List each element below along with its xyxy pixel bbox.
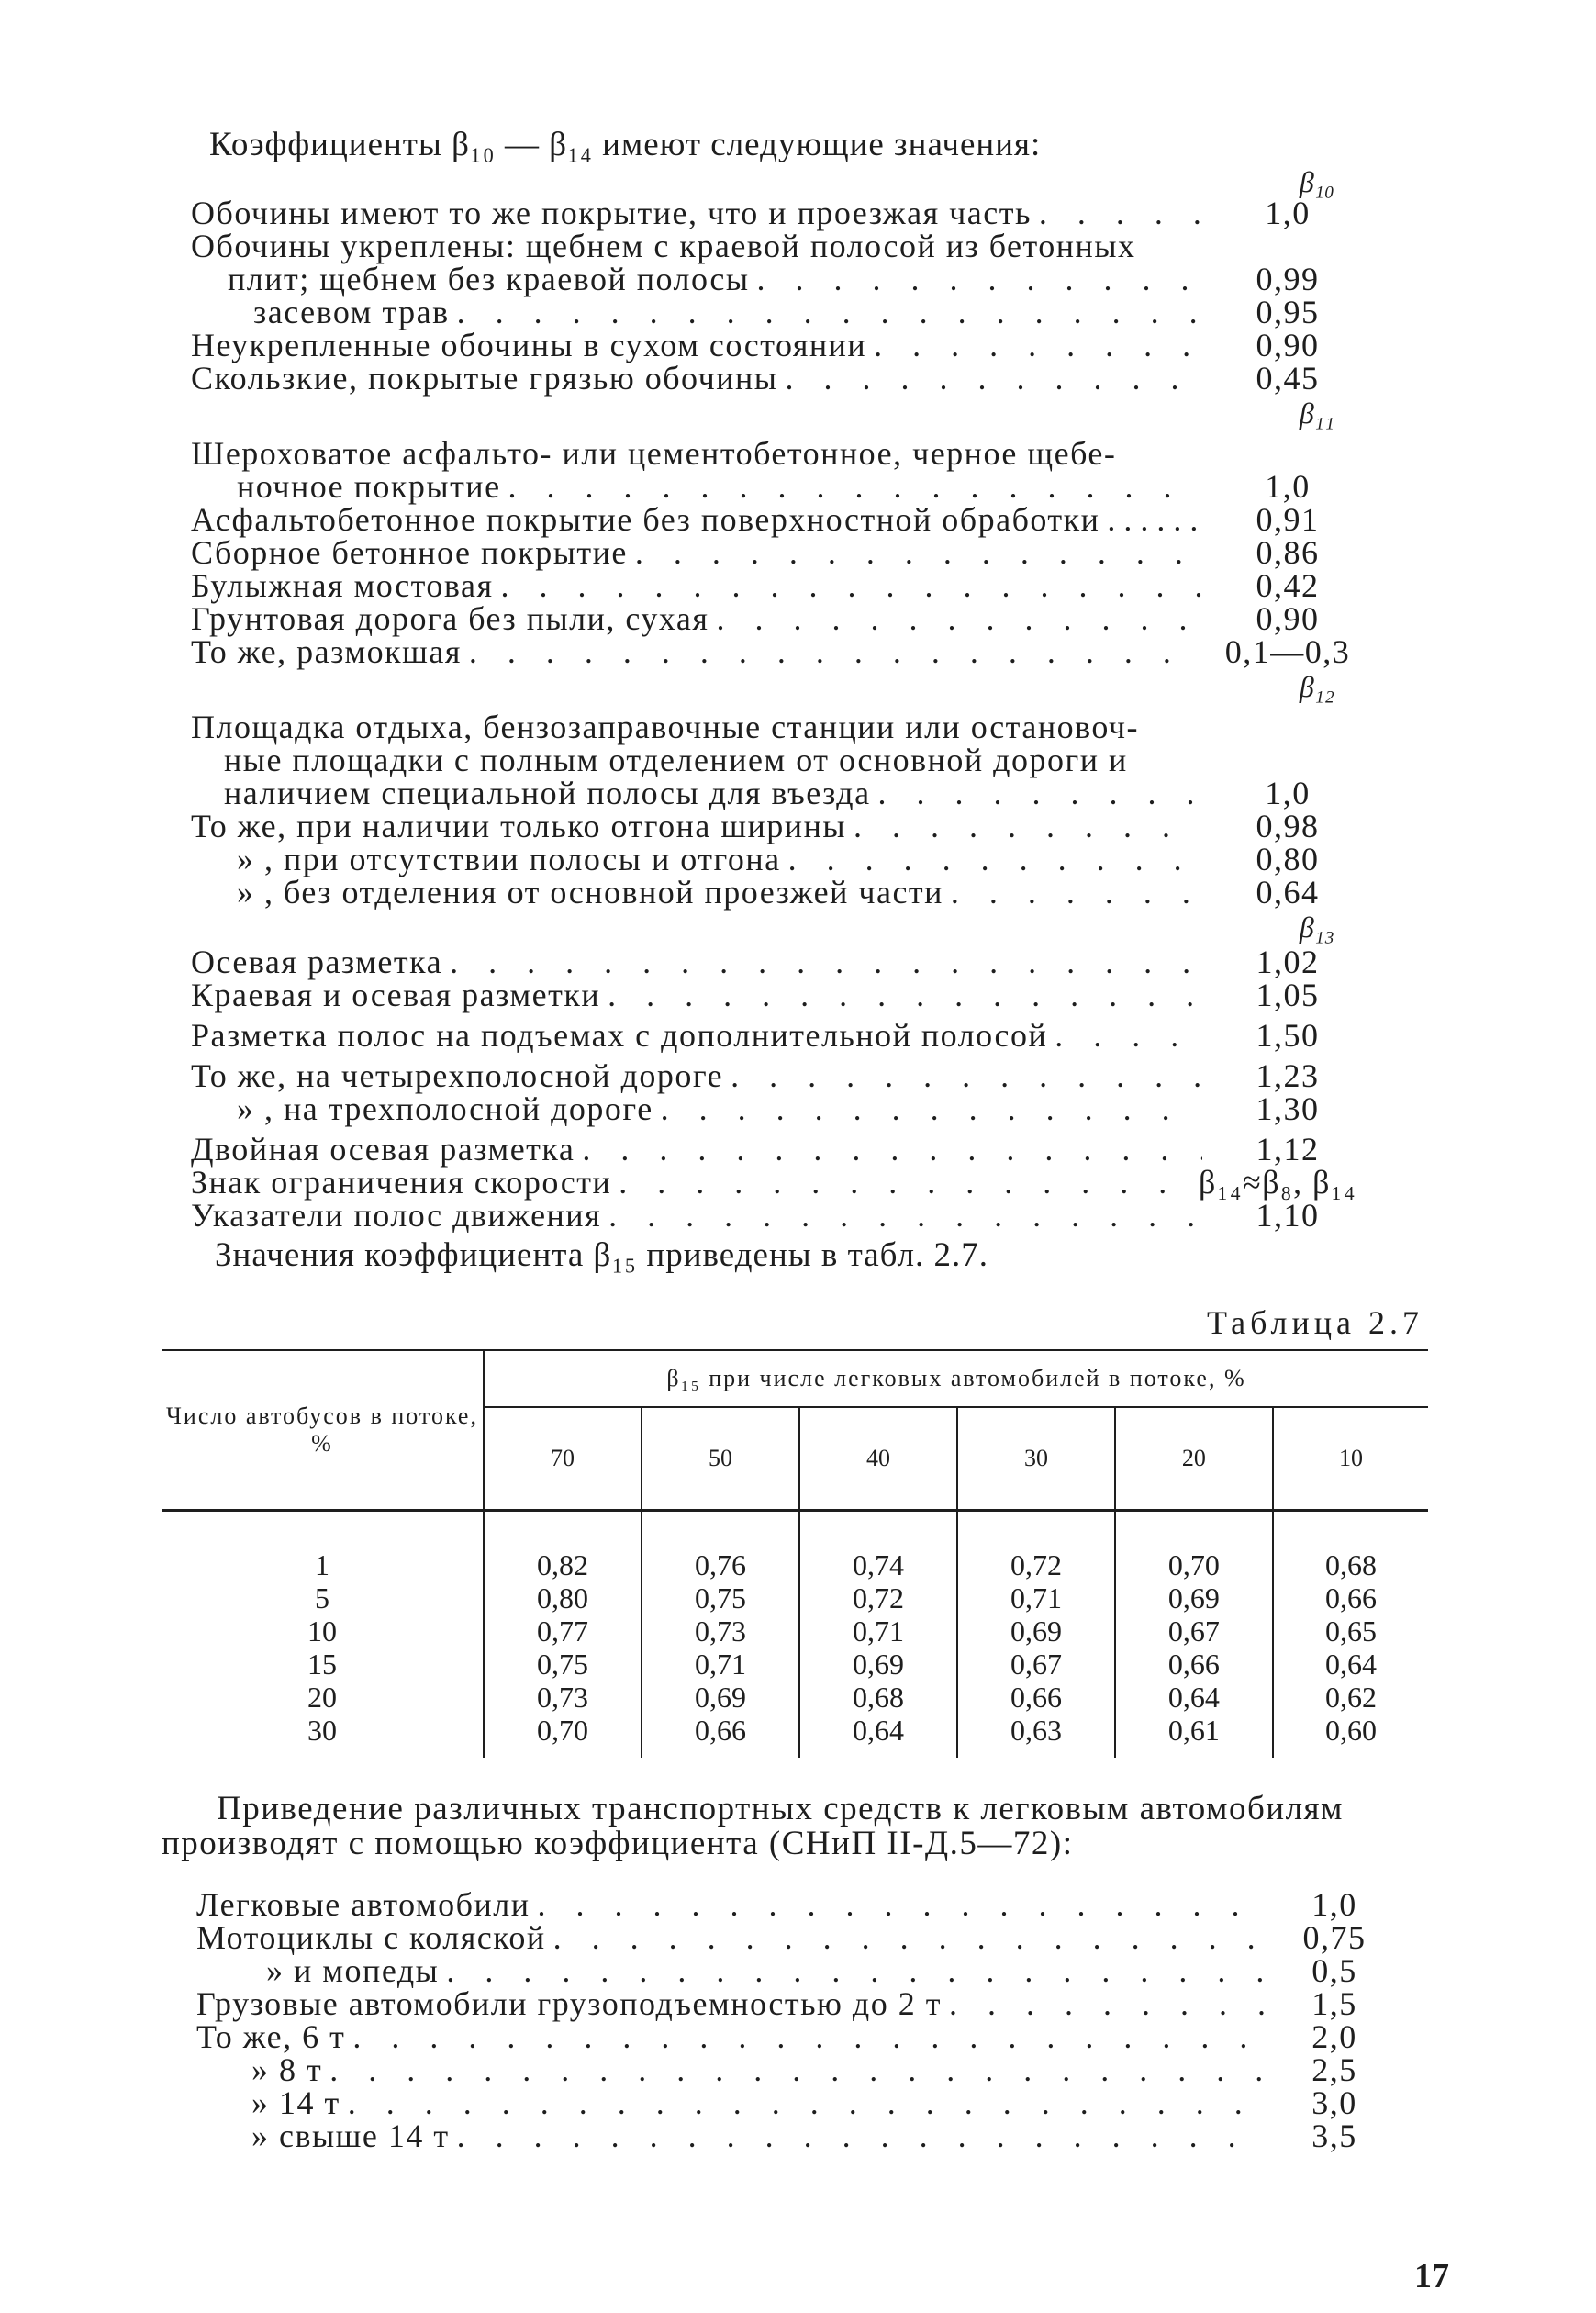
table-cell: 0,75	[484, 1648, 642, 1681]
bus-share-cell: 5	[315, 1581, 329, 1615]
bus-share-cell: 1	[315, 1548, 329, 1581]
coef-value: 1,0	[1265, 775, 1311, 811]
table-cell: 0,82	[484, 1548, 642, 1581]
coef-row: ные площадки с полным отделением от основной дороги и	[224, 742, 1128, 778]
coef-value: 1,0	[1265, 468, 1311, 505]
table-row	[162, 1648, 1428, 1681]
coef-value: 0,86	[1256, 534, 1320, 571]
coef-row: » , при отсутствии полосы и отгона . . . 0,80	[191, 843, 1356, 876]
coef-row: засевом трав . . . 0,95	[191, 296, 1356, 329]
coef-row: То же, размокшая . . . 0,1—0,3	[191, 635, 1356, 668]
table-cell: 0,66	[957, 1681, 1115, 1714]
table-cell: 0,66	[1115, 1648, 1273, 1681]
table-cell: 0,64	[799, 1714, 957, 1758]
coef-row: Сборное бетонное покрытие . . . 0,86	[191, 536, 1356, 569]
table-cell: 0,69	[642, 1681, 799, 1714]
coef-row: Грунтовая дорога без пыли, сухая . . . 0,90	[191, 602, 1356, 635]
table-reference-text: Значения коэффициента β₁₅ приведены в табл. 2.7.	[215, 1236, 988, 1274]
table-cell: 0,66	[642, 1714, 799, 1758]
coef-value: 1,23	[1256, 1057, 1320, 1094]
table-cell: 0,68	[799, 1681, 957, 1714]
coef-row: Обочины укреплены: щебнем с краевой полосой из бетонных	[191, 228, 1136, 264]
table-cell: 0,73	[484, 1681, 642, 1714]
span-header: β₁₅ при числе легковых автомобилей в потоке, %	[484, 1350, 1428, 1407]
column-header: 30	[957, 1407, 1115, 1511]
column-header: 10	[1273, 1407, 1428, 1511]
beta-heading: β₁₀	[1299, 165, 1334, 198]
table-cell: 0,65	[1273, 1615, 1428, 1648]
coef-row: ночное покрытие . . . 1,0	[191, 470, 1356, 503]
coef-row: плит; щебнем без краевой полосы . . . 0,99	[191, 263, 1356, 296]
table-cell: 0,73	[642, 1615, 799, 1648]
table-row	[162, 1615, 1428, 1648]
coef-row: Знак ограничения скорости . . . β₁₄≈β₈, β₁₄	[191, 1166, 1356, 1199]
coef-row: » , на трехполосной дороге . . . 1,30	[191, 1092, 1356, 1125]
table-cell: 0,64	[1115, 1681, 1273, 1714]
table-row	[162, 1581, 1428, 1615]
conversion-row: Мотоциклы с коляской . . . 0,75	[196, 1921, 1385, 1954]
table-cell: 0,60	[1273, 1714, 1428, 1758]
table-cell: 0,62	[1273, 1681, 1428, 1714]
coef-value: 1,30	[1256, 1090, 1320, 1127]
table-cell: 0,71	[642, 1648, 799, 1681]
bus-share-cell: 10	[307, 1615, 337, 1648]
conversion-value: 3,0	[1311, 2084, 1357, 2121]
conversion-row: » 8 т . . . 2,5	[196, 2053, 1385, 2086]
table-row	[162, 1681, 1428, 1714]
coef-value: 1,0	[1265, 195, 1311, 231]
group-beta13	[191, 909, 1356, 1232]
coef-value: β₁₄≈β₈, β₁₄	[1199, 1164, 1356, 1201]
table-cell: 0,67	[957, 1648, 1115, 1681]
column-header: 20	[1115, 1407, 1273, 1511]
page-number: 17	[1414, 2257, 1449, 2296]
table-row	[162, 1548, 1428, 1581]
conversion-row: Грузовые автомобили грузоподъемностью до 2 т . . . 1,5	[196, 1987, 1385, 2020]
conversion-row: » 14 т . . . 3,0	[196, 2086, 1385, 2119]
coef-row: Осевая разметка . . . 1,02	[191, 945, 1356, 978]
coef-row: Неукрепленные обочины в сухом состоянии . . . 0,90	[191, 329, 1356, 362]
column-header: 70	[484, 1407, 642, 1511]
coef-row: Обочины имеют то же покрытие, что и проезжая часть . . . 1,0	[191, 196, 1356, 229]
coef-row: наличием специальной полосы для въезда . . . 1,0	[191, 777, 1356, 810]
row-header: Число автобусов в потоке, %	[162, 1350, 484, 1511]
coef-value: 0,98	[1256, 808, 1320, 844]
coef-value: 0,90	[1256, 600, 1320, 637]
table-cell: 0,74	[799, 1548, 957, 1581]
bus-share-cell: 30	[307, 1714, 337, 1747]
table-cell: 0,80	[484, 1581, 642, 1615]
conversion-row: » свыше 14 т . . . 3,5	[196, 2119, 1385, 2152]
coef-row: Скользкие, покрытые грязью обочины . . . 0,45	[191, 362, 1356, 395]
table-cell: 0,72	[957, 1548, 1115, 1581]
intro-text: Коэффициенты β₁₀ — β₁₄ имеют следующие значения:	[209, 126, 1042, 163]
beta-heading: β₁₃	[1299, 911, 1334, 944]
conversion-paragraph: Приведение различных транспортных средств к легковым автомобилям производят с помощью коэффициента (СНиП II-Д.5—72):	[162, 1790, 1344, 1862]
coef-value: 1,02	[1256, 944, 1320, 980]
conversion-value: 0,75	[1302, 1919, 1367, 1956]
beta-heading: β₁₂	[1299, 670, 1334, 703]
coef-value: 0,95	[1256, 294, 1320, 330]
column-header: 40	[799, 1407, 957, 1511]
coefficient-list	[191, 163, 1356, 1232]
conversion-value: 3,5	[1311, 2117, 1357, 2154]
coef-value: 0,42	[1256, 567, 1320, 604]
conversion-value: 0,5	[1311, 1952, 1357, 1989]
coef-value: 0,1—0,3	[1224, 633, 1351, 670]
coef-row: » , без отделения от основной проезжей части . . . 0,64	[191, 876, 1356, 909]
table-cell: 0,69	[799, 1648, 957, 1681]
coef-row: То же, на четырехполосной дороге . . . 1,23	[191, 1059, 1356, 1092]
coef-row: Разметка полос на подъемах с дополнительной полосой . . . 1,50	[191, 1019, 1356, 1052]
group-beta10	[191, 163, 1356, 395]
table-cell: 0,69	[1115, 1581, 1273, 1615]
conversion-value: 1,5	[1311, 1985, 1357, 2022]
table-cell: 0,64	[1273, 1648, 1428, 1681]
coef-value: 0,64	[1256, 874, 1320, 911]
table-cell: 0,76	[642, 1548, 799, 1581]
conversion-value: 2,5	[1311, 2051, 1357, 2088]
coef-value: 1,05	[1256, 977, 1320, 1013]
coef-row: То же, при наличии только отгона ширины . . . 0,98	[191, 810, 1356, 843]
table-cell: 0,71	[799, 1615, 957, 1648]
coef-value: 0,80	[1256, 841, 1320, 877]
coef-row: Асфальтобетонное покрытие без поверхностной обработки . . . 0,91	[191, 503, 1356, 536]
beta-heading: β₁₁	[1299, 397, 1334, 430]
coef-value: 1,12	[1256, 1131, 1320, 1168]
coef-value: 0,45	[1256, 360, 1320, 397]
coef-value: 0,99	[1256, 261, 1320, 297]
table-cell: 0,61	[1115, 1714, 1273, 1758]
conversion-list	[196, 1888, 1385, 2152]
coef-row: Краевая и осевая разметки . . . 1,05	[191, 978, 1356, 1011]
coef-row: Булыжная мостовая . . . 0,42	[191, 569, 1356, 602]
group-beta12	[191, 668, 1356, 909]
table-cell: 0,69	[957, 1615, 1115, 1648]
table-cell: 0,72	[799, 1581, 957, 1615]
table-cell: 0,70	[1115, 1548, 1273, 1581]
table-cell: 0,68	[1273, 1548, 1428, 1581]
group-beta11	[191, 395, 1356, 668]
coef-row: Двойная осевая разметка . . . 1,12	[191, 1133, 1356, 1166]
table-cell: 0,70	[484, 1714, 642, 1758]
conversion-row: » и мопеды . . . 0,5	[196, 1954, 1385, 1987]
coef-value: 1,50	[1256, 1017, 1320, 1054]
conversion-row: То же, 6 т . . . 2,0	[196, 2020, 1385, 2053]
table-caption: Таблица 2.7	[1207, 1304, 1423, 1341]
conversion-value: 1,0	[1311, 1886, 1357, 1923]
conversion-row: Легковые автомобили . . . 1,0	[196, 1888, 1385, 1921]
beta15-table	[162, 1349, 1428, 1758]
coef-value: 0,91	[1256, 501, 1320, 538]
coef-row: Указатели полос движения . . . 1,10	[191, 1199, 1356, 1232]
table-row	[162, 1714, 1428, 1758]
conversion-value: 2,0	[1311, 2018, 1357, 2055]
coef-row: Шероховатое асфальто- или цементобетонное, черное щебе-	[191, 435, 1117, 472]
table-cell: 0,66	[1273, 1581, 1428, 1615]
table-cell: 0,77	[484, 1615, 642, 1648]
table-cell: 0,71	[957, 1581, 1115, 1615]
table-cell: 0,63	[957, 1714, 1115, 1758]
coef-value: 0,90	[1256, 327, 1320, 363]
table-cell: 0,75	[642, 1581, 799, 1615]
bus-share-cell: 20	[307, 1681, 337, 1714]
bus-share-cell: 15	[307, 1648, 337, 1681]
column-header: 50	[642, 1407, 799, 1511]
coef-value: 1,10	[1256, 1197, 1320, 1234]
coef-row: Площадка отдыха, бензозаправочные станции или остановоч-	[191, 709, 1140, 745]
table-cell: 0,67	[1115, 1615, 1273, 1648]
